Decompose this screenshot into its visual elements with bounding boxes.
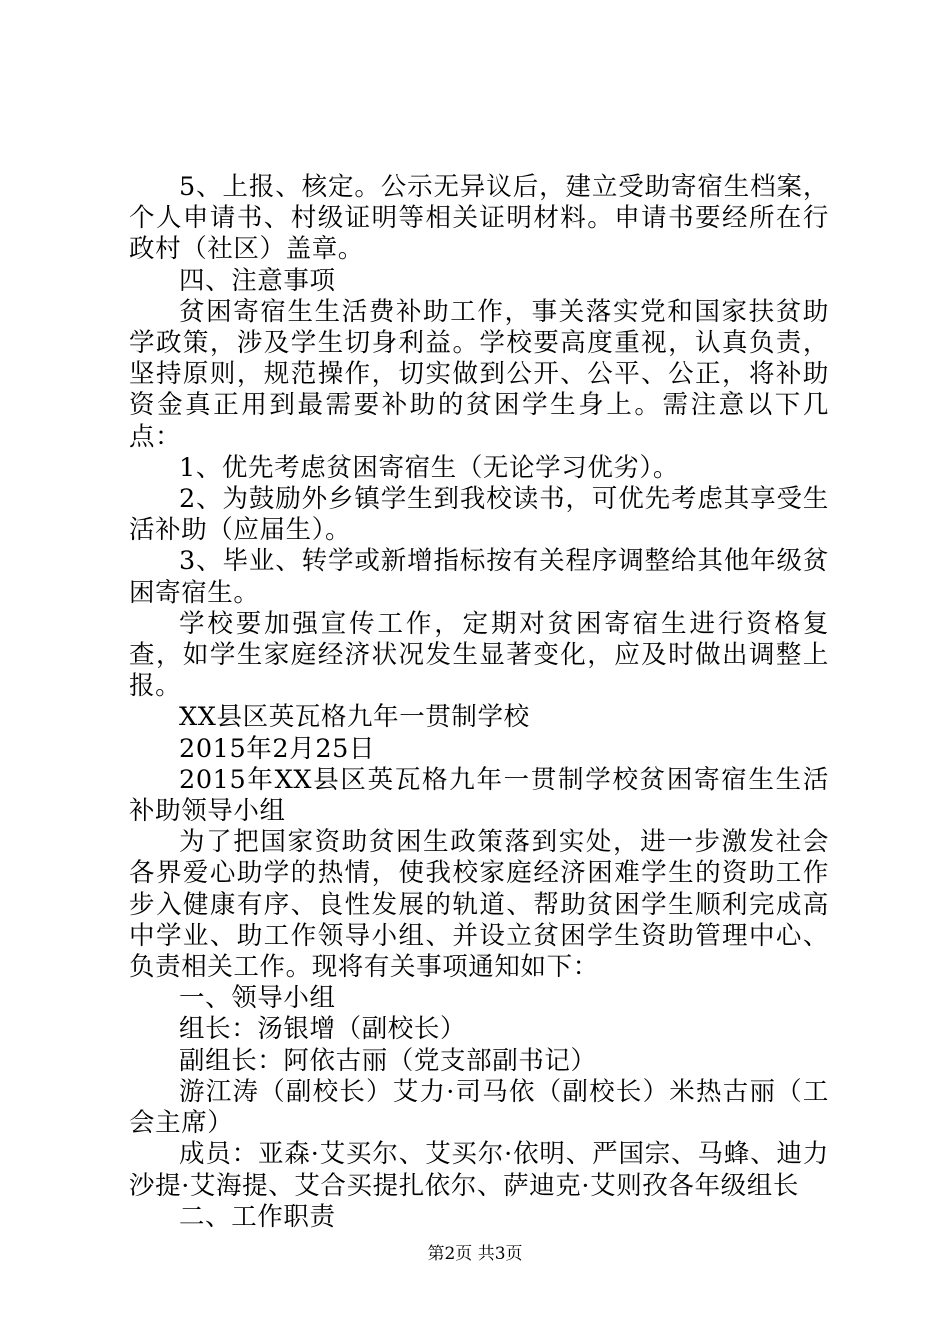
heading-responsibilities: 二、工作职责: [179, 1201, 336, 1232]
deputy-group-leader: 副组长：阿依古丽（党支部副书记）: [179, 1045, 597, 1076]
paragraph-point-3: 3、毕业、转学或新增指标按有关程序调整给其他年级贫困寄宿生。: [129, 546, 829, 608]
paragraph-step-5: 5、上报、核定。公示无异议后，建立受助寄宿生档案，个人申请书、村级证明等相关证明材料。申请书要经所在行政村（社区）盖章。: [129, 172, 829, 265]
paragraph-publicity: 学校要加强宣传工作，定期对贫困寄宿生进行资格复查，如学生家庭经济状况发生显著变化，应及时做出调整上报。: [129, 608, 829, 702]
heading-precautions: 四、注意事项: [179, 265, 336, 296]
paragraph-point-1: 1、优先考虑贫困寄宿生（无论学习优劣）。: [179, 452, 679, 483]
paragraph-notice-intro: 为了把国家资助贫困生政策落到实处，进一步激发社会各界爱心助学的热情，使我校家庭经济困难学生的资助工作步入健康有序、良性发展的轨道、帮助贫困学生顺利完成高中学业、助工作领导小组、并设立贫困学生资助管理中心、负责相关工作。现将有关事项通知如下：: [129, 827, 829, 983]
deputy-group-leaders-more: 游江涛（副校长）艾力·司马依（副校长）米热古丽（工会主席）: [129, 1076, 829, 1139]
school-name: XX县区英瓦格九年一贯制学校: [179, 702, 530, 733]
group-leader: 组长：汤银增（副校长）: [179, 1014, 467, 1045]
paragraph-precautions-intro: 贫困寄宿生生活费补助工作，事关落实党和国家扶贫助学政策，涉及学生切身利益。学校要高度重视，认真负责，坚持原则，规范操作，切实做到公开、公平、公正，将补助资金真正用到最需要补助的贫困学生身上。需注意以下几点：: [129, 296, 829, 452]
page-number-footer: 第2页 共3页: [427, 1244, 523, 1264]
document-date: 2015年2月25日: [179, 733, 376, 764]
document-body: [129, 172, 829, 1233]
section-title: 2015年XX县区英瓦格九年一贯制学校贫困寄宿生生活补助领导小组: [129, 764, 829, 827]
paragraph-point-2: 2、为鼓励外乡镇学生到我校读书，可优先考虑其享受生活补助（应届生）。: [129, 484, 829, 546]
heading-leadership-group: 一、领导小组: [179, 983, 336, 1014]
group-members: 成员：亚森·艾买尔、艾买尔·依明、严国宗、马蜂、迪力沙提·艾海提、艾合买提扎依尔、萨迪克·艾则孜各年级组长: [129, 1139, 829, 1201]
